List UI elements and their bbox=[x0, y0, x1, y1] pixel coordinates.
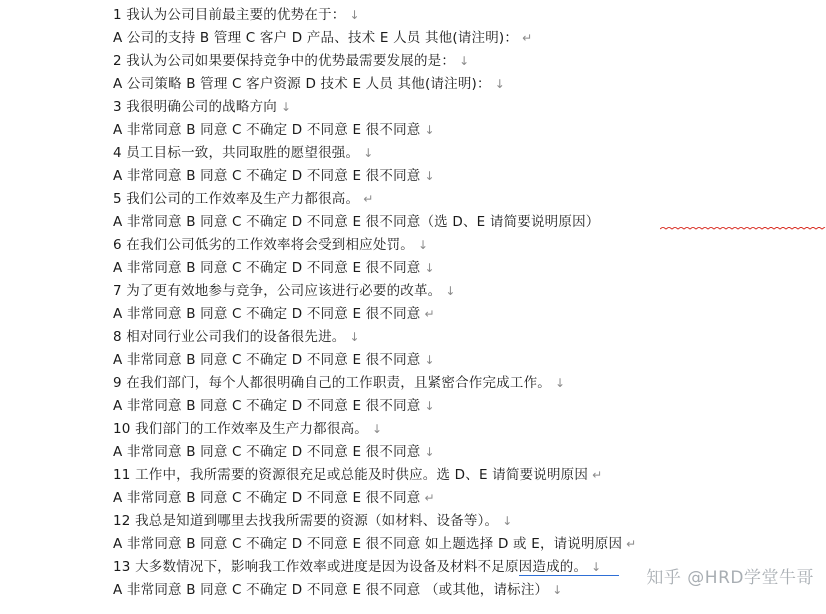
document-line bbox=[113, 441, 826, 464]
document-line bbox=[113, 464, 826, 487]
line-text: 9 在我们部门，每个人都很明确自己的工作职责，且紧密合作完成工作。 bbox=[113, 375, 551, 391]
line-text: A 非常同意 B 同意 C 不确定 D 不同意 E 很不同意 bbox=[113, 168, 421, 184]
line-text: 11 工作中，我所需要的资源很充足或总能及时供应。选 D、E 请简要说明原因 bbox=[113, 467, 589, 483]
line-break-mark-icon: ↓ bbox=[445, 284, 456, 298]
line-break-mark-icon: ↓ bbox=[554, 376, 566, 390]
line-text: 3 我很明确公司的战略方向 bbox=[113, 99, 277, 115]
line-break-mark-icon: ↓ bbox=[424, 123, 435, 137]
line-break-mark-icon: ↓ bbox=[494, 77, 505, 91]
document-line bbox=[113, 119, 826, 142]
document-line bbox=[113, 142, 826, 165]
document-line bbox=[113, 510, 826, 533]
line-text: 5 我们公司的工作效率及生产力都很高。 bbox=[113, 191, 360, 207]
document-line bbox=[113, 326, 826, 349]
line-text: 12 我总是知道到哪里去找我所需要的资源（如材料、设备等）。 bbox=[113, 513, 499, 529]
line-break-mark-icon: ↓ bbox=[424, 169, 435, 183]
line-text: A 非常同意 B 同意 C 不确定 D 不同意 E 很不同意 bbox=[113, 122, 421, 138]
document-line bbox=[113, 372, 826, 395]
document-line bbox=[113, 188, 826, 211]
document-line bbox=[113, 533, 826, 556]
line-break-mark-icon: ↓ bbox=[591, 560, 602, 574]
line-break-mark-icon: ↓ bbox=[424, 353, 435, 367]
line-break-mark-icon: ↓ bbox=[280, 100, 292, 114]
document-line bbox=[113, 257, 826, 280]
line-break-mark-icon: ↓ bbox=[552, 583, 563, 597]
line-text: 8 相对同行业公司我们的设备很先进。 bbox=[113, 329, 346, 345]
watermark: 知乎 @HRD学堂牛哥 bbox=[646, 563, 814, 588]
line-text: A 非常同意 B 同意 C 不确定 D 不同意 E 很不同意 bbox=[113, 306, 421, 322]
line-text: A 公司的支持 B 管理 C 客户 D 产品、技术 E 人员 其他(请注明)： bbox=[113, 30, 519, 46]
document-line bbox=[113, 50, 826, 73]
document-line bbox=[113, 303, 826, 326]
document-line bbox=[113, 487, 826, 510]
document-line bbox=[113, 73, 826, 96]
line-text: A 非常同意 B 同意 C 不确定 D 不同意 E 很不同意 （或其他，请标注） bbox=[113, 582, 549, 598]
line-text: A 公司策略 B 管理 C 客户资源 D 技术 E 人员 其他(请注明)： bbox=[113, 76, 491, 92]
document-line bbox=[113, 349, 826, 372]
line-text: A 非常同意 B 同意 C 不确定 D 不同意 E 很不同意 如上题选择 D 或 E，请说明原因 bbox=[113, 536, 623, 552]
paragraph-mark-icon: ↵ bbox=[424, 307, 435, 321]
line-break-mark-icon: ↓ bbox=[424, 261, 435, 275]
line-break-mark-icon: ↓ bbox=[349, 8, 360, 22]
line-text: A 非常同意 B 同意 C 不确定 D 不同意 E 很不同意 bbox=[113, 260, 421, 276]
spellcheck-underline bbox=[660, 227, 826, 231]
document-line bbox=[113, 234, 826, 257]
document-line bbox=[113, 418, 826, 441]
document-line bbox=[113, 280, 826, 303]
line-text: A 非常同意 B 同意 C 不确定 D 不同意 E 很不同意 bbox=[113, 444, 421, 460]
line-break-mark-icon: ↓ bbox=[417, 238, 429, 252]
line-text: A 非常同意 B 同意 C 不确定 D 不同意 E 很不同意 bbox=[113, 352, 421, 368]
line-text: 7 为了更有效地参与竞争，公司应该进行必要的改革。 bbox=[113, 283, 442, 299]
selection-underline bbox=[519, 575, 619, 576]
document-body bbox=[113, 4, 826, 602]
paragraph-mark-icon: ↵ bbox=[592, 468, 603, 482]
line-text: A 非常同意 B 同意 C 不确定 D 不同意 E 很不同意 bbox=[113, 398, 421, 414]
line-text: 2 我认为公司如果要保持竞争中的优势最需要发展的是： bbox=[113, 53, 456, 69]
paragraph-mark-icon: ↵ bbox=[424, 491, 435, 505]
document-line bbox=[113, 96, 826, 119]
line-break-mark-icon: ↓ bbox=[371, 422, 383, 436]
line-text: 4 员工目标一致，共同取胜的愿望很强。 bbox=[113, 145, 360, 161]
line-text: 13 大多数情况下，影响我工作效率或进度是因为设备及材料不足原因造成的。 bbox=[113, 559, 588, 575]
line-text: 6 在我们公司低劣的工作效率将会受到相应处罚。 bbox=[113, 237, 414, 253]
document-line bbox=[113, 395, 826, 418]
line-break-mark-icon: ↓ bbox=[349, 330, 360, 344]
line-break-mark-icon: ↓ bbox=[363, 146, 374, 160]
line-break-mark-icon: ↓ bbox=[424, 399, 435, 413]
paragraph-mark-icon: ↵ bbox=[522, 31, 533, 45]
line-break-mark-icon: ↓ bbox=[459, 54, 470, 68]
document-line bbox=[113, 4, 826, 27]
line-text: A 非常同意 B 同意 C 不确定 D 不同意 E 很不同意（选 D、E 请简要说明原因） bbox=[113, 214, 600, 230]
line-text: 1 我认为公司目前最主要的优势在于： bbox=[113, 7, 346, 23]
line-break-mark-icon: ↓ bbox=[424, 445, 435, 459]
paragraph-mark-icon: ↵ bbox=[626, 537, 637, 551]
line-break-mark-icon: ↓ bbox=[502, 514, 513, 528]
document-line bbox=[113, 165, 826, 188]
line-text: A 非常同意 B 同意 C 不确定 D 不同意 E 很不同意 bbox=[113, 490, 421, 506]
line-text: 10 我们部门的工作效率及生产力都很高。 bbox=[113, 421, 368, 437]
paragraph-mark-icon: ↵ bbox=[363, 192, 374, 206]
document-line bbox=[113, 27, 826, 50]
